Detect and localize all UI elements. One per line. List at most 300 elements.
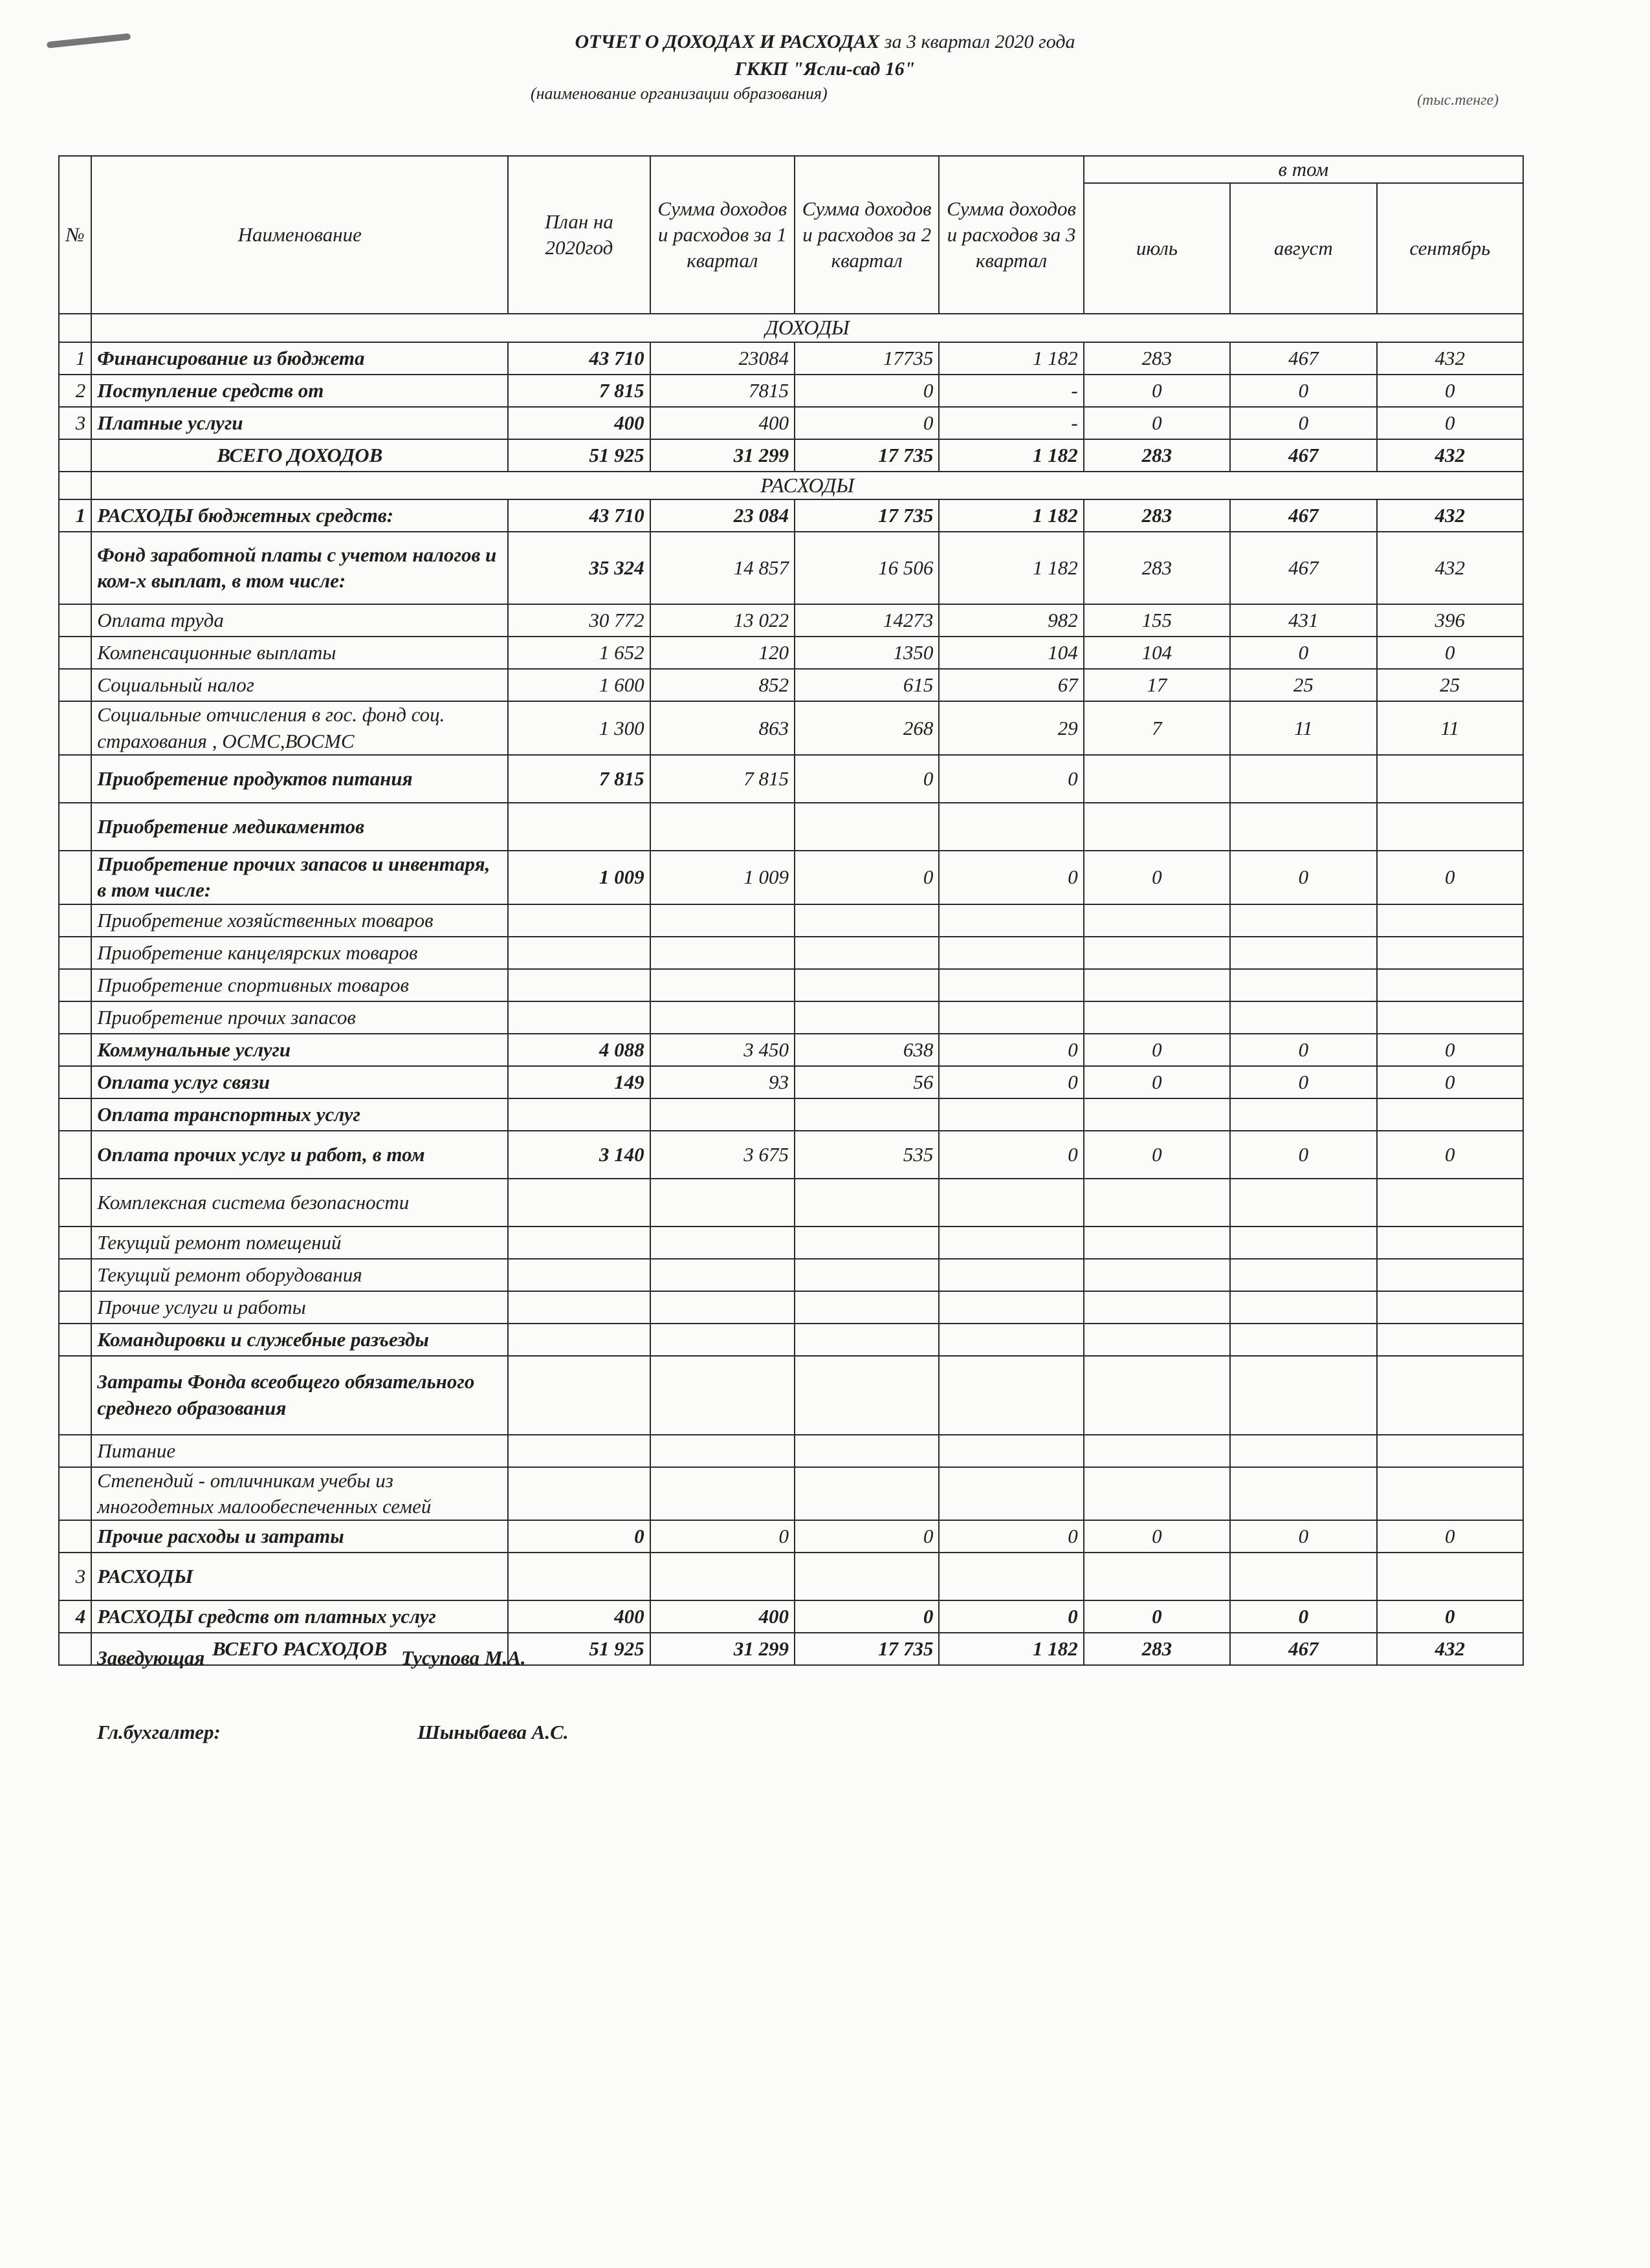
cell-q2 (795, 1553, 939, 1600)
row-number (59, 1098, 91, 1131)
cell-m1: 0 (1084, 1131, 1230, 1179)
cell-plan: 4 088 (508, 1034, 650, 1066)
table-row (59, 1131, 1523, 1179)
table-row (59, 803, 1523, 851)
cell-q3: 1 182 (939, 342, 1083, 375)
cell-q3 (939, 969, 1083, 1001)
report-title (0, 31, 1650, 53)
row-number (59, 1291, 91, 1324)
cell-m3: 25 (1377, 669, 1523, 701)
cell-q2: 638 (795, 1034, 939, 1066)
table-row (59, 1066, 1523, 1098)
row-name: Комплексная система безопасности (91, 1179, 508, 1227)
cell-q2: 0 (795, 407, 939, 439)
cell-q3 (939, 1435, 1083, 1467)
row-name: Прочие услуги и работы (91, 1291, 508, 1324)
cell-q3 (939, 1179, 1083, 1227)
cell-q3: 982 (939, 604, 1083, 637)
cell-m3 (1377, 1001, 1523, 1034)
cell-m3 (1377, 755, 1523, 803)
cell-m1: 0 (1084, 407, 1230, 439)
cell-m1: 0 (1084, 1034, 1230, 1066)
cell-q3: 1 182 (939, 439, 1083, 472)
cell-q1 (650, 803, 795, 851)
row-name: Социальный налог (91, 669, 508, 701)
row-number: 3 (59, 407, 91, 439)
cell-q2 (795, 1098, 939, 1131)
cell-plan: 7 815 (508, 375, 650, 407)
row-number (59, 439, 91, 472)
cell-m1 (1084, 1553, 1230, 1600)
cell-q2 (795, 1324, 939, 1356)
table-row (59, 342, 1523, 375)
cell-m2: 0 (1230, 375, 1376, 407)
table-row (59, 407, 1523, 439)
cell-q2: 14273 (795, 604, 939, 637)
cell-plan: 7 815 (508, 755, 650, 803)
cell-m1: 0 (1084, 1600, 1230, 1633)
row-name: Степендий - отличникам учебы из многодетных малообеспеченных семей (91, 1467, 508, 1521)
table-row (59, 755, 1523, 803)
row-name: Прочие расходы и затраты (91, 1520, 508, 1553)
cell-m1 (1084, 1227, 1230, 1259)
cell-m2: 0 (1230, 637, 1376, 669)
cell-q2: 0 (795, 375, 939, 407)
cell-m2: 467 (1230, 342, 1376, 375)
signature-name-head: Тусупова М.А. (401, 1646, 526, 1669)
cell-plan: 1 009 (508, 851, 650, 904)
report-title-main: ОТЧЕТ О ДОХОДАХ И РАСХОДАХ (575, 31, 880, 52)
cell-m2: 0 (1230, 851, 1376, 904)
organization-name: ГККП "Ясли-сад 16" (734, 58, 916, 80)
cell-plan: 1 300 (508, 701, 650, 755)
table-row (59, 669, 1523, 701)
cell-q3: 1 182 (939, 499, 1083, 532)
row-name: Затраты Фонда всеобщего обязательного среднего образования (91, 1356, 508, 1435)
row-name: Коммунальные услуги (91, 1034, 508, 1066)
row-number (59, 1324, 91, 1356)
table-row (59, 604, 1523, 637)
cell-m2 (1230, 755, 1376, 803)
cell-m2: 0 (1230, 1520, 1376, 1553)
cell-q3: 1 182 (939, 1633, 1083, 1665)
row-name: РАСХОДЫ бюджетных средств: (91, 499, 508, 532)
cell-m2 (1230, 1001, 1376, 1034)
cell-q1: 31 299 (650, 1633, 795, 1665)
cell-m1: 0 (1084, 1066, 1230, 1098)
cell-m2 (1230, 1098, 1376, 1131)
table-row (59, 1356, 1523, 1435)
cell-q2: 0 (795, 1600, 939, 1633)
cell-m3 (1377, 937, 1523, 969)
row-number: 1 (59, 499, 91, 532)
row-number (59, 755, 91, 803)
table-row (59, 1435, 1523, 1467)
cell-m3: 396 (1377, 604, 1523, 637)
cell-q2 (795, 937, 939, 969)
cell-plan (508, 904, 650, 937)
cell-m1: 0 (1084, 1520, 1230, 1553)
cell-plan (508, 969, 650, 1001)
table-row (59, 375, 1523, 407)
cell-q2 (795, 1227, 939, 1259)
table-row (59, 1291, 1523, 1324)
row-number: 2 (59, 375, 91, 407)
cell-q2 (795, 969, 939, 1001)
cell-q1 (650, 1179, 795, 1227)
cell-q3: 0 (939, 1600, 1083, 1633)
table-row (59, 1001, 1523, 1034)
cell-q3 (939, 1553, 1083, 1600)
cell-q1: 852 (650, 669, 795, 701)
cell-m1 (1084, 803, 1230, 851)
cell-q2 (795, 904, 939, 937)
cell-plan: 400 (508, 407, 650, 439)
units-label: (тыс.тенге) (1417, 92, 1499, 109)
row-number (59, 851, 91, 904)
cell-m2: 467 (1230, 532, 1376, 604)
row-name: Оплата прочих услуг и работ, в том (91, 1131, 508, 1179)
cell-m1 (1084, 1356, 1230, 1435)
cell-m1: 283 (1084, 532, 1230, 604)
cell-m2: 0 (1230, 1600, 1376, 1633)
cell-plan: 3 140 (508, 1131, 650, 1179)
cell-m2: 11 (1230, 701, 1376, 755)
cell-q1: 7 815 (650, 755, 795, 803)
table-row (59, 1098, 1523, 1131)
cell-q1 (650, 1227, 795, 1259)
cell-m1: 104 (1084, 637, 1230, 669)
signature-role-accountant: Гл.бухгалтер: (97, 1721, 221, 1743)
cell-q3: 0 (939, 1131, 1083, 1179)
cell-q3: 29 (939, 701, 1083, 755)
cell-plan: 51 925 (508, 1633, 650, 1665)
cell-m1: 0 (1084, 851, 1230, 904)
table-row (59, 969, 1523, 1001)
cell-plan (508, 1001, 650, 1034)
cell-m3: 0 (1377, 1034, 1523, 1066)
cell-m1 (1084, 755, 1230, 803)
row-number (59, 1227, 91, 1259)
cell-m3 (1377, 803, 1523, 851)
row-number (59, 1066, 91, 1098)
cell-m2: 0 (1230, 407, 1376, 439)
row-name: РАСХОДЫ средств от платных услуг (91, 1600, 508, 1633)
cell-plan: 1 600 (508, 669, 650, 701)
header-month-group: в том (1084, 156, 1523, 183)
cell-m1 (1084, 1435, 1230, 1467)
cell-m3: 11 (1377, 701, 1523, 755)
cell-m1: 17 (1084, 669, 1230, 701)
cell-plan (508, 1356, 650, 1435)
cell-m3: 0 (1377, 1520, 1523, 1553)
header-august: август (1230, 183, 1376, 314)
table-row (59, 439, 1523, 472)
section-expense-label: РАСХОДЫ (91, 472, 1523, 500)
cell-plan (508, 937, 650, 969)
cell-q3: 0 (939, 1034, 1083, 1066)
row-number (59, 937, 91, 969)
cell-q3 (939, 1098, 1083, 1131)
cell-m3 (1377, 1467, 1523, 1521)
table-row (59, 499, 1523, 532)
cell-q2: 0 (795, 755, 939, 803)
row-name: Фонд заработной платы с учетом налогов и ком-х выплат, в том числе: (91, 532, 508, 604)
cell-plan: 0 (508, 1520, 650, 1553)
cell-m2: 431 (1230, 604, 1376, 637)
cell-q1: 1 009 (650, 851, 795, 904)
cell-q2 (795, 1291, 939, 1324)
cell-m3: 432 (1377, 342, 1523, 375)
cell-q3: 0 (939, 851, 1083, 904)
section-number-cell (59, 314, 91, 342)
cell-m2 (1230, 1324, 1376, 1356)
row-name: Текущий ремонт помещений (91, 1227, 508, 1259)
cell-q1 (650, 969, 795, 1001)
cell-plan: 400 (508, 1600, 650, 1633)
cell-q2: 0 (795, 851, 939, 904)
cell-q1: 400 (650, 407, 795, 439)
row-name: Оплата труда (91, 604, 508, 637)
cell-q2 (795, 803, 939, 851)
cell-q1: 3 450 (650, 1034, 795, 1066)
cell-m2: 467 (1230, 1633, 1376, 1665)
cell-plan (508, 1553, 650, 1600)
cell-q1: 120 (650, 637, 795, 669)
row-name: Приобретение медикаментов (91, 803, 508, 851)
cell-plan: 43 710 (508, 342, 650, 375)
cell-m2: 25 (1230, 669, 1376, 701)
header-q2: Сумма доходов и расходов за 2 квартал (795, 156, 939, 314)
cell-q1 (650, 1553, 795, 1600)
cell-q3 (939, 904, 1083, 937)
cell-plan (508, 1467, 650, 1521)
table-row (59, 1324, 1523, 1356)
header-q1: Сумма доходов и расходов за 1 квартал (650, 156, 795, 314)
cell-m3 (1377, 1553, 1523, 1600)
cell-plan (508, 1179, 650, 1227)
row-name: Приобретение канцелярских товаров (91, 937, 508, 969)
cell-m3: 432 (1377, 532, 1523, 604)
cell-q2 (795, 1435, 939, 1467)
cell-plan: 149 (508, 1066, 650, 1098)
cell-q1: 23 084 (650, 499, 795, 532)
cell-m2 (1230, 1467, 1376, 1521)
signature-name-accountant: Шыныбаева А.С. (417, 1721, 569, 1743)
cell-m1 (1084, 1179, 1230, 1227)
row-name: Приобретение спортивных товаров (91, 969, 508, 1001)
cell-q3: 0 (939, 1066, 1083, 1098)
cell-plan (508, 1324, 650, 1356)
table-row (59, 1259, 1523, 1291)
cell-q3 (939, 937, 1083, 969)
cell-m1 (1084, 1324, 1230, 1356)
cell-q1: 7815 (650, 375, 795, 407)
cell-q2: 268 (795, 701, 939, 755)
row-number: 3 (59, 1553, 91, 1600)
cell-m3: 0 (1377, 375, 1523, 407)
cell-q2: 17 735 (795, 439, 939, 472)
cell-q3 (939, 1001, 1083, 1034)
table-row (59, 1467, 1523, 1521)
cell-m1 (1084, 1291, 1230, 1324)
row-number (59, 1520, 91, 1553)
row-name: РАСХОДЫ (91, 1553, 508, 1600)
cell-m3 (1377, 1435, 1523, 1467)
cell-q3: - (939, 407, 1083, 439)
cell-q2 (795, 1467, 939, 1521)
cell-m2 (1230, 904, 1376, 937)
cell-q3: 0 (939, 1520, 1083, 1553)
row-number (59, 1467, 91, 1521)
cell-q1 (650, 1259, 795, 1291)
section-income (59, 314, 1523, 342)
cell-q1: 23084 (650, 342, 795, 375)
cell-m1 (1084, 1098, 1230, 1131)
cell-plan: 35 324 (508, 532, 650, 604)
cell-m1 (1084, 1467, 1230, 1521)
cell-m3 (1377, 1098, 1523, 1131)
cell-q3 (939, 1324, 1083, 1356)
cell-m2 (1230, 1291, 1376, 1324)
row-number (59, 604, 91, 637)
signature-role-head: Заведующая (97, 1646, 205, 1669)
cell-plan (508, 1435, 650, 1467)
cell-m1: 0 (1084, 375, 1230, 407)
cell-m3: 0 (1377, 407, 1523, 439)
cell-q1 (650, 1001, 795, 1034)
cell-m1 (1084, 1259, 1230, 1291)
cell-q1: 31 299 (650, 439, 795, 472)
cell-plan: 51 925 (508, 439, 650, 472)
cell-q2 (795, 1259, 939, 1291)
cell-q2 (795, 1356, 939, 1435)
cell-q1: 3 675 (650, 1131, 795, 1179)
cell-m3: 0 (1377, 1131, 1523, 1179)
section-number-cell (59, 472, 91, 500)
cell-q1 (650, 937, 795, 969)
cell-plan (508, 1227, 650, 1259)
header-q3: Сумма доходов и расходов за 3 квартал (939, 156, 1083, 314)
cell-plan (508, 803, 650, 851)
row-number (59, 1633, 91, 1665)
row-number (59, 701, 91, 755)
table-row (59, 1034, 1523, 1066)
row-number (59, 1179, 91, 1227)
cell-q3 (939, 1356, 1083, 1435)
cell-q3 (939, 1291, 1083, 1324)
cell-plan: 43 710 (508, 499, 650, 532)
row-name: Приобретение продуктов питания (91, 755, 508, 803)
cell-q1 (650, 1291, 795, 1324)
cell-plan (508, 1291, 650, 1324)
cell-m1: 283 (1084, 342, 1230, 375)
table-row (59, 1520, 1523, 1553)
cell-plan (508, 1259, 650, 1291)
report-title-period: за 3 квартал 2020 года (884, 31, 1075, 52)
cell-q2 (795, 1001, 939, 1034)
row-name: Оплата транспортных услуг (91, 1098, 508, 1131)
cell-m3: 0 (1377, 1600, 1523, 1633)
row-name: Компенсационные выплаты (91, 637, 508, 669)
cell-m2: 0 (1230, 1034, 1376, 1066)
cell-m3 (1377, 1356, 1523, 1435)
cell-plan (508, 1098, 650, 1131)
cell-m2 (1230, 969, 1376, 1001)
cell-q1 (650, 904, 795, 937)
cell-m1 (1084, 1001, 1230, 1034)
cell-q1 (650, 1098, 795, 1131)
cell-q1 (650, 1356, 795, 1435)
cell-m2: 0 (1230, 1066, 1376, 1098)
row-name: Командировки и служебные разъезды (91, 1324, 508, 1356)
section-income-label: ДОХОДЫ (91, 314, 1523, 342)
row-name: Финансирование из бюджета (91, 342, 508, 375)
cell-q2: 16 506 (795, 532, 939, 604)
cell-q2: 56 (795, 1066, 939, 1098)
cell-m3: 432 (1377, 439, 1523, 472)
cell-q3 (939, 1227, 1083, 1259)
cell-q3: 0 (939, 755, 1083, 803)
cell-m2 (1230, 1227, 1376, 1259)
cell-q2: 1350 (795, 637, 939, 669)
cell-q1: 400 (650, 1600, 795, 1633)
cell-m2 (1230, 1179, 1376, 1227)
cell-q2 (795, 1179, 939, 1227)
cell-m3 (1377, 969, 1523, 1001)
cell-q3 (939, 1259, 1083, 1291)
cell-m3 (1377, 1227, 1523, 1259)
table-row (59, 1179, 1523, 1227)
cell-m1 (1084, 969, 1230, 1001)
row-name: Оплата услуг связи (91, 1066, 508, 1098)
cell-m1: 7 (1084, 701, 1230, 755)
header-july: июль (1084, 183, 1230, 314)
cell-m3 (1377, 1179, 1523, 1227)
header-september: сентябрь (1377, 183, 1523, 314)
row-number: 1 (59, 342, 91, 375)
row-number: 4 (59, 1600, 91, 1633)
table-row (59, 701, 1523, 755)
cell-m1: 283 (1084, 439, 1230, 472)
row-number (59, 669, 91, 701)
cell-m1: 155 (1084, 604, 1230, 637)
row-number (59, 1435, 91, 1467)
row-name: Приобретение хозяйственных товаров (91, 904, 508, 937)
cell-q1 (650, 1467, 795, 1521)
row-number (59, 637, 91, 669)
cell-q3: 1 182 (939, 532, 1083, 604)
row-name: Приобретение прочих запасов (91, 1001, 508, 1034)
row-name: ВСЕГО ДОХОДОВ (91, 439, 508, 472)
cell-q3: - (939, 375, 1083, 407)
header-number: № (59, 156, 91, 314)
row-name: ВСЕГО РАСХОДОВ (91, 1633, 508, 1665)
section-expense (59, 472, 1523, 500)
row-name: Питание (91, 1435, 508, 1467)
row-name: Поступление средств от (91, 375, 508, 407)
row-name: Платные услуги (91, 407, 508, 439)
header-name: Наименование (91, 156, 508, 314)
cell-m1 (1084, 937, 1230, 969)
cell-m2: 0 (1230, 1131, 1376, 1179)
cell-q2: 17 735 (795, 1633, 939, 1665)
row-number (59, 969, 91, 1001)
row-number (59, 1131, 91, 1179)
row-number (59, 1001, 91, 1034)
table-row (59, 904, 1523, 937)
cell-q3 (939, 1467, 1083, 1521)
